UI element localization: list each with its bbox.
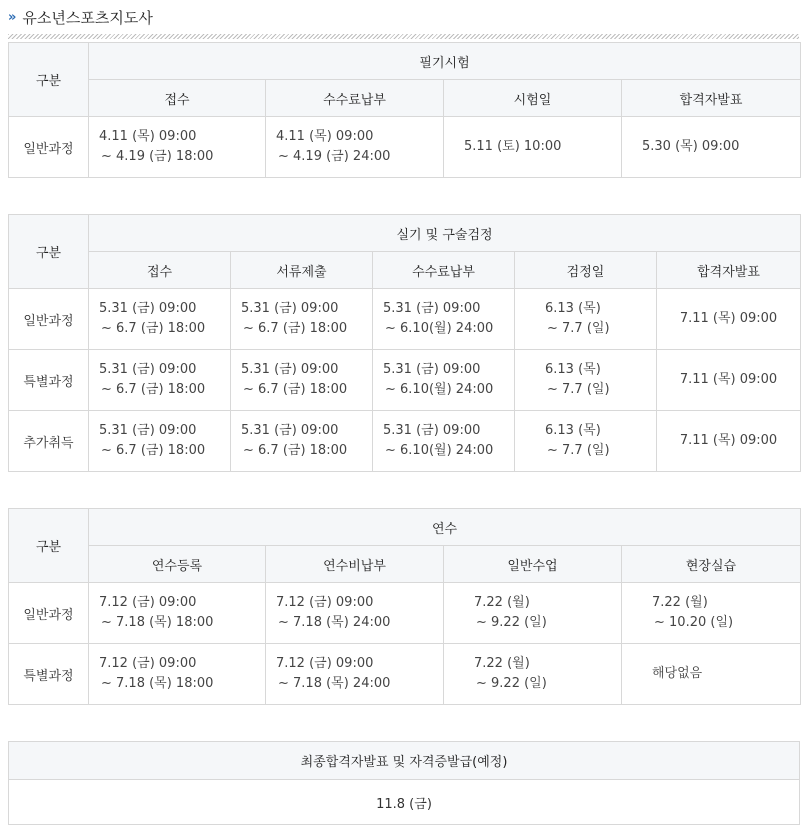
table-cell: [373, 411, 515, 472]
row-label: 일반과정: [9, 583, 89, 644]
table-row: [9, 350, 801, 411]
table-cell: [444, 644, 622, 705]
table-cell: [515, 289, 657, 350]
cell-line: 7.12 (금) 09:00: [276, 656, 374, 671]
double-chevron-icon: »: [8, 9, 16, 25]
table-cell: [89, 350, 231, 411]
cell-line: ~ 6.10(월) 24:00: [385, 443, 494, 458]
cell-line: ~ 7.18 (목) 24:00: [278, 615, 391, 630]
table-cell: [89, 289, 231, 350]
column-header: 연수비납부: [266, 546, 444, 583]
table-cell: [515, 411, 657, 472]
cell-line: 6.13 (목): [545, 423, 601, 438]
table-cell: [373, 350, 515, 411]
cell-line: ~ 6.7 (금) 18:00: [243, 321, 348, 336]
table-cell: [89, 117, 266, 178]
table-cell: [266, 644, 444, 705]
column-header: 서류제출: [231, 252, 373, 289]
training-table: [8, 508, 801, 705]
table-cell: 5.11 (토) 10:00: [444, 117, 622, 178]
row-label: 일반과정: [9, 117, 89, 178]
cell-line: 7.22 (월): [652, 595, 708, 610]
page-title: [8, 6, 153, 28]
cell-line: ~ 6.7 (금) 18:00: [101, 321, 206, 336]
table-cell: [231, 350, 373, 411]
table-row: [9, 411, 801, 472]
table-cell: [231, 289, 373, 350]
cell-line: 7.12 (금) 09:00: [276, 595, 374, 610]
cell-line: 5.31 (금) 09:00: [383, 362, 481, 377]
cell-line: ~ 7.7 (일): [547, 443, 610, 458]
cell-line: 5.31 (금) 09:00: [383, 301, 481, 316]
table-cell: [444, 583, 622, 644]
table-cell: [89, 411, 231, 472]
table-cell: [231, 411, 373, 472]
table-cell: 해당없음: [622, 644, 801, 705]
cell-line: ~ 7.18 (목) 18:00: [101, 676, 214, 691]
cell-line: 6.13 (목): [545, 362, 601, 377]
final-header: 최종합격자발표 및 자격증발급(예정): [9, 742, 800, 780]
cell-line: 7.12 (금) 09:00: [99, 656, 197, 671]
column-header: 접수: [89, 252, 231, 289]
table-cell: [622, 583, 801, 644]
cell-line: 5.31 (금) 09:00: [383, 423, 481, 438]
cell-line: 6.13 (목): [545, 301, 601, 316]
table-row: [9, 644, 801, 705]
table-row: [9, 289, 801, 350]
table-cell: 5.30 (목) 09:00: [622, 117, 801, 178]
training-group-header: 연수: [89, 509, 801, 546]
category-header: 구분: [9, 43, 89, 117]
final-date: 11.8 (금): [9, 780, 800, 825]
column-header: 합격자발표: [657, 252, 801, 289]
practical-group-header: 실기 및 구술검정: [89, 215, 801, 252]
cell-line: 5.31 (금) 09:00: [241, 301, 339, 316]
cell-line: 7.22 (월): [474, 595, 530, 610]
cell-line: 7.12 (금) 09:00: [99, 595, 197, 610]
cell-line: ~ 6.7 (금) 18:00: [101, 382, 206, 397]
row-label: 추가취득: [9, 411, 89, 472]
table-cell: [515, 350, 657, 411]
cell-line: ~ 6.7 (금) 18:00: [101, 443, 206, 458]
cell-line: ~ 6.7 (금) 18:00: [243, 443, 348, 458]
table-cell: [89, 583, 266, 644]
row-label: 특별과정: [9, 644, 89, 705]
table-cell: 7.11 (목) 09:00: [657, 289, 801, 350]
cell-line: 5.31 (금) 09:00: [241, 423, 339, 438]
category-header: 구분: [9, 509, 89, 583]
column-header: 시험일: [444, 80, 622, 117]
table-cell: [373, 289, 515, 350]
column-header: 연수등록: [89, 546, 266, 583]
cell-line: 5.31 (금) 09:00: [99, 423, 197, 438]
cell-line: ~ 4.19 (금) 18:00: [101, 149, 214, 164]
written-exam-table: [8, 42, 801, 178]
cell-line: ~ 10.20 (일): [654, 615, 734, 630]
cell-line: ~ 7.18 (목) 18:00: [101, 615, 214, 630]
cell-line: 5.31 (금) 09:00: [241, 362, 339, 377]
table-cell: [266, 583, 444, 644]
written-group-header: 필기시험: [89, 43, 801, 80]
row-label: 일반과정: [9, 289, 89, 350]
table-row: [9, 117, 801, 178]
practical-exam-table: [8, 214, 801, 472]
cell-line: 7.22 (월): [474, 656, 530, 671]
column-header: 수수료납부: [266, 80, 444, 117]
table-row: [9, 780, 800, 825]
table-cell: [266, 117, 444, 178]
cell-line: ~ 4.19 (금) 24:00: [278, 149, 391, 164]
page-title-text: 유소년스포츠지도사: [22, 8, 153, 27]
table-cell: [89, 644, 266, 705]
column-header: 접수: [89, 80, 266, 117]
cell-line: 4.11 (목) 09:00: [276, 129, 374, 144]
cell-line: ~ 7.7 (일): [547, 382, 610, 397]
table-cell: 7.11 (목) 09:00: [657, 411, 801, 472]
column-header: 검정일: [515, 252, 657, 289]
final-announcement-table: [8, 741, 800, 825]
column-header: 현장실습: [622, 546, 801, 583]
cell-line: 5.31 (금) 09:00: [99, 301, 197, 316]
column-header: 일반수업: [444, 546, 622, 583]
cell-line: ~ 6.10(월) 24:00: [385, 321, 494, 336]
cell-line: ~ 9.22 (일): [476, 615, 547, 630]
cell-line: 4.11 (목) 09:00: [99, 129, 197, 144]
column-header: 수수료납부: [373, 252, 515, 289]
cell-line: ~ 7.7 (일): [547, 321, 610, 336]
category-header: 구분: [9, 215, 89, 289]
cell-line: ~ 7.18 (목) 24:00: [278, 676, 391, 691]
title-divider: [8, 34, 799, 39]
table-row: [9, 583, 801, 644]
column-header: 합격자발표: [622, 80, 801, 117]
table-cell: 7.11 (목) 09:00: [657, 350, 801, 411]
cell-line: ~ 6.10(월) 24:00: [385, 382, 494, 397]
cell-line: 5.31 (금) 09:00: [99, 362, 197, 377]
row-label: 특별과정: [9, 350, 89, 411]
cell-line: ~ 9.22 (일): [476, 676, 547, 691]
cell-line: ~ 6.7 (금) 18:00: [243, 382, 348, 397]
